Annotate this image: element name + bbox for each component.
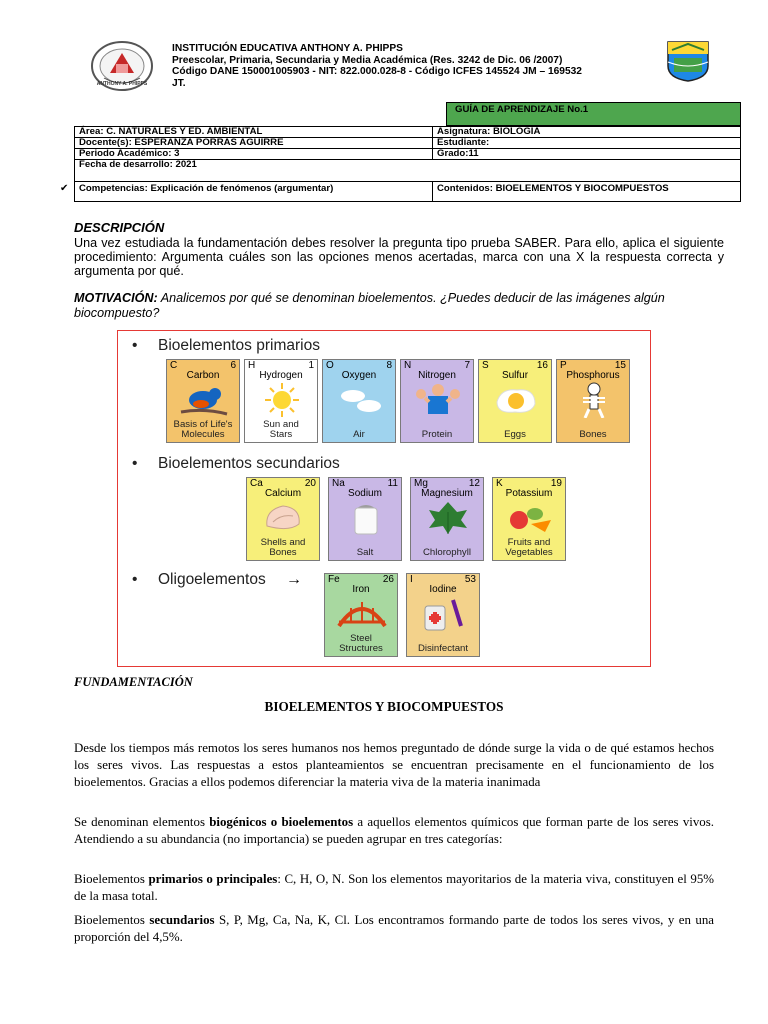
- element-name: Iron: [352, 584, 370, 595]
- oligo-title: Oligoelementos: [158, 571, 266, 588]
- left-logo-text: ANTHONY A. PHIPPS: [96, 81, 148, 87]
- student-cell: Estudiante:: [433, 138, 741, 149]
- caption-line-1: Protein: [421, 429, 453, 440]
- element-name: Sulfur: [501, 370, 529, 381]
- period-cell: Periodo Académico: 3: [75, 149, 433, 160]
- paragraph-1: Desde los tiempos más remotos los seres humanos nos hemos preguntado de dónde surge la vida o de qué estamos hechos los seres vivos. Las respuestas a estos planteamientos se encuentran precisamente en el funcionamiento de los bioelementos. Gracias a ellos podemos diferenciar la materia viva de la materia inanimada: [74, 741, 714, 789]
- element-card-iron: [324, 573, 398, 657]
- element-number: 19: [550, 478, 562, 489]
- caption-line-1: Fruits and: [507, 537, 551, 548]
- element-card-hydrogen: [244, 359, 318, 443]
- competencies-cell: Competencias: Explicación de fenómenos (argumentar): [75, 182, 433, 202]
- caption-line-2: Bones: [269, 547, 297, 558]
- element-name: Nitrogen: [418, 370, 456, 381]
- p3-text-a: Bioelementos: [74, 872, 149, 886]
- element-number: 12: [468, 478, 480, 489]
- info-table: [74, 126, 741, 202]
- element-caption: [407, 644, 479, 654]
- element-card-oxygen: [322, 359, 396, 443]
- caption-line-2: Vegetables: [505, 547, 553, 558]
- p4-text-c: S, P, Mg, Ca, Na, K, Cl. Los encontramos formando parte de todos los seres vivos, y en una proporción del 4,5%.: [74, 913, 714, 944]
- element-symbol: Fe: [328, 574, 340, 585]
- caption-line-1: Chlorophyll: [423, 547, 471, 558]
- element-number: 53: [464, 574, 476, 585]
- guide-title-banner: GUÍA DE APRENDIZAJE No.1: [446, 102, 741, 126]
- institution-header: [172, 43, 652, 89]
- date-cell: Fecha de desarrollo: 2021: [75, 160, 741, 182]
- paragraph-4: [74, 912, 714, 946]
- paragraph-3: [74, 871, 714, 905]
- element-symbol: N: [404, 360, 412, 371]
- p2-bold: biogénicos o bioelementos: [209, 815, 354, 829]
- description-text: Una vez estudiada la fundamentación debes resolver la pregunta tipo prueba SABER. Para ello, aplica el siguiente procedimiento: Argumenta cuáles son las opciones menos acertadas, marca con una X la respuesta correcta y argumenta por qué.: [74, 236, 724, 278]
- institution-codes-cont: JT.: [172, 77, 186, 89]
- element-number: 6: [230, 360, 236, 371]
- element-name: Potassium: [505, 488, 553, 499]
- element-caption: [245, 420, 317, 440]
- element-symbol: C: [170, 360, 178, 371]
- element-caption: [325, 634, 397, 654]
- element-name: Sodium: [348, 488, 382, 499]
- element-name: Carbon: [186, 370, 220, 381]
- element-symbol: P: [560, 360, 567, 371]
- element-card-calcium: [246, 477, 320, 561]
- element-caption: [329, 548, 401, 558]
- element-symbol: Ca: [250, 478, 263, 489]
- bullet-primary: •: [132, 337, 138, 354]
- institution-name: INSTITUCIÓN EDUCATIVA ANTHONY A. PHIPPS: [172, 43, 403, 54]
- element-symbol: Na: [332, 478, 345, 489]
- element-name: Iodine: [429, 584, 457, 595]
- caption-line-2: Molecules: [181, 429, 225, 440]
- element-caption: [557, 430, 629, 440]
- secondary-title: Bioelementos secundarios: [158, 455, 340, 472]
- motivation-body: Analicemos por qué se denominan bioelementos. ¿Puedes deducir de las imágenes algún biocompuesto?: [74, 291, 665, 320]
- caption-line-1: Salt: [356, 547, 374, 558]
- section-title: BIOELEMENTOS Y BIOCOMPUESTOS: [264, 699, 504, 714]
- teacher-cell: Docente(s): ESPERANZA PORRAS AGUIRRE: [75, 138, 433, 149]
- bullet-secondary: •: [132, 455, 138, 472]
- area-cell: Área: C. NATURALES Y ED. AMBIENTAL: [75, 127, 433, 138]
- element-card-phosphorus: [556, 359, 630, 443]
- element-caption: [323, 430, 395, 440]
- p3-text-c: : C, H, O, N. Son los elementos mayoritarios de la materia viva, constituyen el 95% de la masa total.: [74, 872, 715, 903]
- element-caption: [479, 430, 551, 440]
- grade-cell: Grado:11: [433, 149, 741, 160]
- caption-line-2: Stars: [269, 429, 293, 440]
- element-card-iodine: [406, 573, 480, 657]
- element-number: 20: [304, 478, 316, 489]
- element-caption: [493, 538, 565, 558]
- primary-title: Bioelementos primarios: [158, 337, 320, 354]
- p4-bold: secundarios: [149, 913, 215, 927]
- p4-text-a: Bioelementos: [74, 913, 150, 927]
- element-name: Phosphorus: [566, 370, 620, 381]
- caption-line-2: Structures: [339, 643, 383, 654]
- element-number: 7: [464, 360, 470, 371]
- school-logo-left: [90, 40, 154, 92]
- caption-line-1: Disinfectant: [417, 643, 469, 654]
- bioelements-figure: [117, 330, 651, 667]
- subject-cell: Asignatura: BIOLOGÍA: [433, 127, 741, 138]
- element-number: 8: [386, 360, 392, 371]
- bullet-oligo: •: [132, 571, 138, 588]
- element-symbol: H: [248, 360, 256, 371]
- element-number: 1: [308, 360, 314, 371]
- element-card-magnesium: [410, 477, 484, 561]
- caption-line-1: Shells and: [260, 537, 306, 548]
- element-number: 16: [536, 360, 548, 371]
- caption-line-1: Sun and: [263, 419, 299, 430]
- element-number: 26: [382, 574, 394, 585]
- element-name: Oxygen: [341, 370, 377, 381]
- element-name: Calcium: [264, 488, 302, 499]
- element-card-sulfur: [478, 359, 552, 443]
- element-name: Hydrogen: [259, 370, 303, 381]
- element-card-carbon: [166, 359, 240, 443]
- description-heading: DESCRIPCIÓN: [74, 220, 165, 235]
- institution-codes: Código DANE 150001005903 - NIT: 822.000.028-8 - Código ICFES 145524 JM – 169532: [172, 66, 582, 78]
- element-caption: [167, 420, 239, 440]
- element-caption: [247, 538, 319, 558]
- element-card-nitrogen: [400, 359, 474, 443]
- element-card-potassium: [492, 477, 566, 561]
- element-symbol: K: [496, 478, 503, 489]
- motivation-text: [74, 291, 674, 320]
- element-name: Magnesium: [421, 488, 473, 499]
- caption-line-1: Air: [353, 429, 365, 440]
- checkmark-icon: ✔: [60, 183, 69, 194]
- element-symbol: O: [326, 360, 334, 371]
- fundamentals-heading: FUNDAMENTACIÓN: [74, 675, 193, 689]
- caption-line-1: Steel: [350, 633, 372, 644]
- element-card-sodium: [328, 477, 402, 561]
- p3-bold: primarios o principales: [148, 872, 278, 886]
- p2-text-a: Se denominan elementos: [74, 815, 210, 829]
- element-symbol: I: [410, 574, 413, 585]
- element-caption: [411, 548, 483, 558]
- paragraph-2: [74, 814, 714, 848]
- element-symbol: S: [482, 360, 489, 371]
- motivation-label: MOTIVACIÓN:: [74, 291, 158, 305]
- element-number: 15: [614, 360, 626, 371]
- element-caption: [401, 430, 473, 440]
- contents-cell: Contenidos: BIOELEMENTOS Y BIOCOMPUESTOS: [433, 182, 741, 202]
- institution-levels: Preescolar, Primaria, Secundaria y Media Académica (Res. 3242 de Dic. 06 /2007): [172, 54, 563, 66]
- caption-line-1: Basis of Life's: [173, 419, 233, 430]
- arrow-icon: →: [286, 571, 302, 588]
- caption-line-1: Eggs: [504, 429, 526, 440]
- caption-line-1: Bones: [579, 429, 607, 440]
- school-logo-right: [664, 40, 712, 82]
- element-number: 11: [387, 478, 398, 489]
- element-symbol: Mg: [414, 478, 428, 489]
- p2-text-c: a aquellos elementos químicos que forman parte de los seres vivos. Atendiendo a su abundancia (no importancia) se pueden agrupar en tres categorías:: [74, 815, 714, 846]
